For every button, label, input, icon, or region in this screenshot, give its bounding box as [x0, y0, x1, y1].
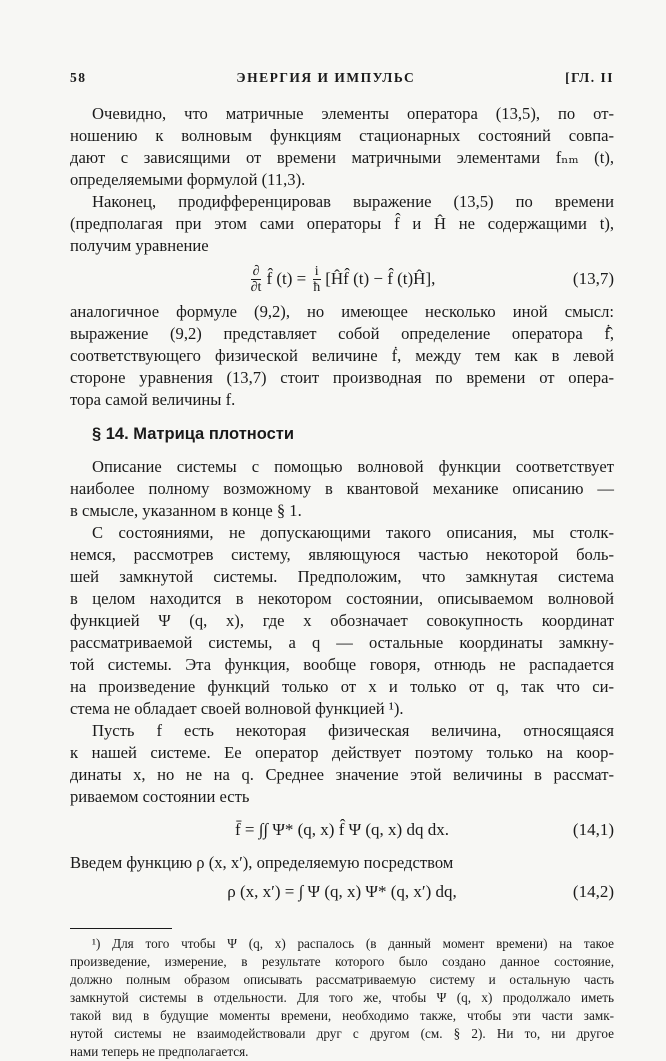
footnote-line: замкнутой системы в отдельности. Для того же, чтобы Ψ (q, x) продолжало иметь [70, 990, 614, 1005]
text-line: функцией Ψ (q, x), где x обозначает совокупность координат [70, 611, 614, 630]
partial-derivative: $\frac{\partial}{\partial t}$ [250, 263, 262, 295]
paragraph-5 [70, 522, 614, 720]
text-line: соответствующего физической величине ḟ, между тем как в левой [70, 346, 614, 365]
equation-rhs: [Ĥf̂ (t) − f̂ (t)Ĥ], [325, 269, 436, 288]
text-line: получим уравнение [70, 236, 209, 255]
text-line: Наконец, продифференцировав выражение (13,5) по времени [92, 192, 614, 211]
section-heading: § 14. Матрица плотности [92, 425, 295, 443]
text-line: той системы. Эта функция, вообще говоря, отнюдь не распадается [70, 655, 614, 674]
running-title: ЭНЕРГИЯ И ИМПУЛЬС [236, 70, 416, 85]
equation-number: (14,2) [572, 882, 614, 901]
text-line: дают с зависящими от времени матричными элементами fₙₘ (t), [70, 148, 614, 167]
text-line: Пусть f есть некоторая физическая величина, относящаяся [92, 721, 614, 740]
equation-13-7 [70, 257, 614, 301]
footnote [70, 935, 614, 1061]
text-line: стороне уравнения (13,7) стоит производная по времени от опера- [70, 368, 614, 387]
text-line: выражение (9,2) представляет собой определение оператора ḟ̂, [70, 324, 614, 343]
i-over-hbar: $\frac{i}{ħ}$ [313, 263, 321, 295]
equation-14-2 [70, 874, 614, 910]
text-line: Введем функцию ρ (x, x′), определяемую посредством [70, 853, 454, 872]
text-line: С состояниями, не допускающими такого описания, мы столк- [92, 523, 614, 542]
paragraph-1 [70, 103, 614, 191]
footnote-separator [70, 928, 172, 929]
equation-number: (14,1) [572, 820, 614, 839]
equation-lhs: f̂ (t) = [266, 269, 307, 288]
text-line: на произведение функций только от x и только от q, так что си- [70, 677, 614, 696]
text-line: (предполагая при этом сами операторы f̂ и Ĥ не содержащими t), [70, 214, 614, 233]
chapter-marker: [ГЛ. II [565, 70, 614, 85]
text-line: риваемом состоянии есть [70, 787, 250, 806]
equation-number: (13,7) [572, 269, 614, 288]
text-line: в целом находится в некотором состоянии, описываемом волновой [70, 589, 614, 608]
equation-body: f̄ = ∫∫ Ψ* (q, x) f̂ Ψ (q, x) dq dx. [235, 820, 449, 839]
footnote-line: произведение, измерение, в результате которого было создано данное состояние, [70, 954, 614, 969]
text-line: к нашей системе. Ее оператор действует поэтому только на коор- [70, 743, 614, 762]
text-line: шей замкнутой системы. Предположим, что замкнутая система [70, 567, 614, 586]
text-line: динаты x, но не на q. Среднее значение этой величины в рассмат- [70, 765, 614, 784]
paragraph-2 [70, 191, 614, 257]
text-line: Очевидно, что матричные элементы оператора (13,5), по от- [92, 104, 614, 123]
paragraph-6 [70, 720, 614, 808]
text-line: ношению к волновым функциям стационарных состояний совпа- [70, 126, 614, 145]
text-line: определяемыми формулой (11,3). [70, 170, 306, 189]
page-number: 58 [70, 70, 87, 85]
text-line: рассматриваемой системы, а q — остальные координаты замкну- [70, 633, 614, 652]
footnote-line: ¹) Для того чтобы Ψ (q, x) распалось (в данный момент времени) на такое [92, 936, 614, 951]
equation-body: ρ (x, x′) = ∫ Ψ (q, x) Ψ* (q, x′) dq, [227, 882, 457, 901]
text-line: тора самой величины f. [70, 390, 236, 409]
paragraph-7 [70, 852, 614, 874]
footnote-line: такой вид в будущие моменты времени, необходимо также, чтобы эти части замк- [70, 1008, 614, 1023]
footnote-line: нутой системы не взаимодействовали друг с другом (см. § 2). Ни то, ни другое [70, 1026, 614, 1041]
text-line: наиболее полному возможному в квантовой механике описанию — [70, 479, 614, 498]
paragraph-4 [70, 456, 614, 522]
text-line: немся, рассмотрев систему, являющуюся частью некоторой боль- [70, 545, 614, 564]
text-line: в смысле, указанном в конце § 1. [70, 501, 302, 520]
footnote-line: должно полным образом описывать рассматриваемую систему и остальную часть [70, 972, 614, 987]
running-header [70, 70, 614, 86]
paragraph-3 [70, 301, 614, 411]
text-line: аналогичное формуле (9,2), но имеющее несколько иной смысл: [70, 302, 614, 321]
text-line: Описание системы с помощью волновой функции соответствует [92, 457, 614, 476]
main-text [70, 103, 614, 1061]
text-line: стема не обладает своей волновой функцией ¹). [70, 699, 404, 718]
equation-14-1 [70, 808, 614, 852]
footnote-line: нами теперь не предполагается. [70, 1044, 249, 1059]
